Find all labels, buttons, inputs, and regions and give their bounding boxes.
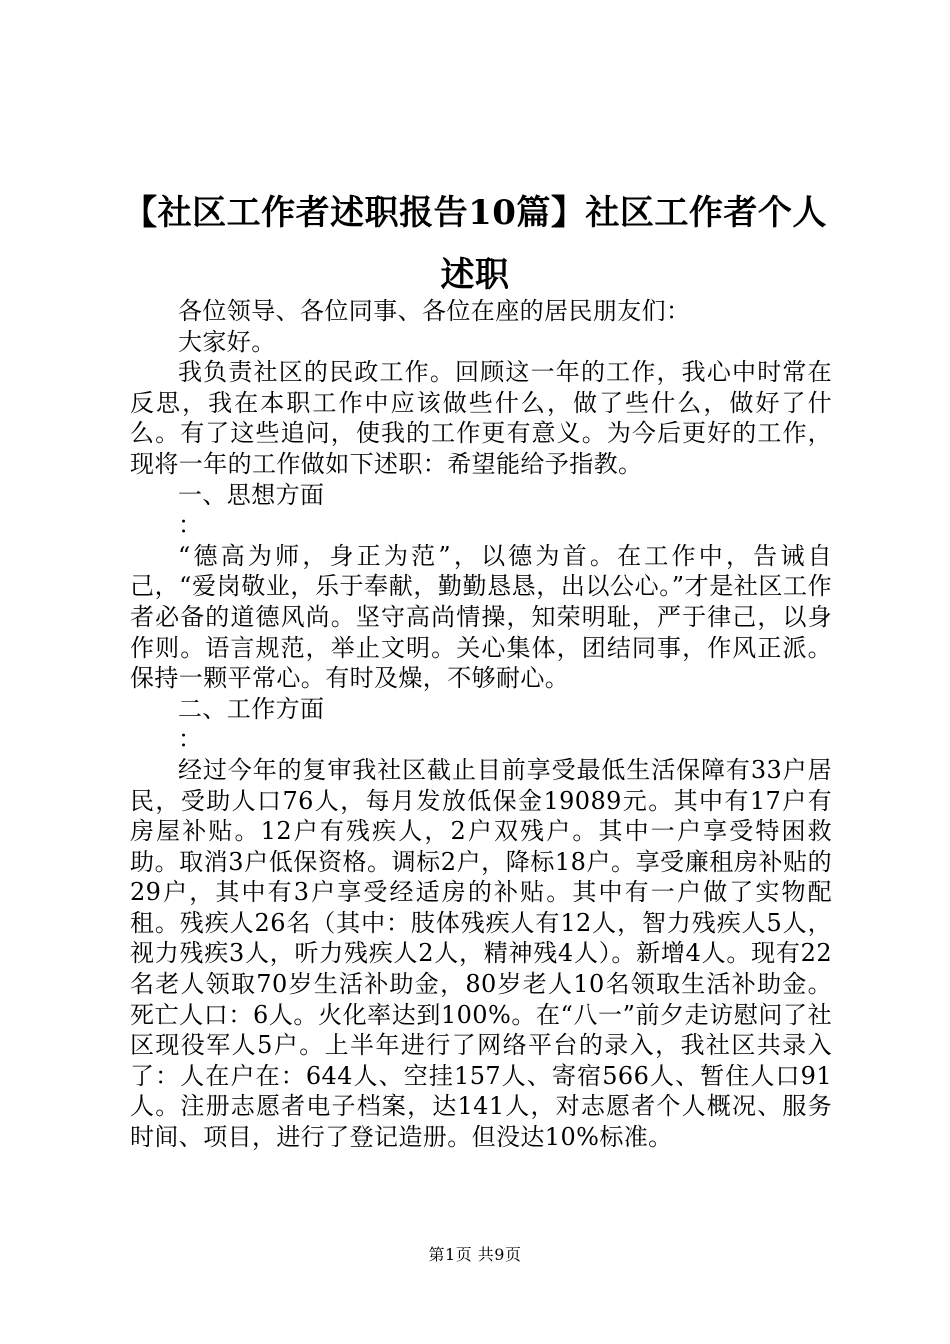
section-colon: ： xyxy=(178,511,202,540)
paragraph-greeting: 各位领导、各位同事、各位在座的居民朋友们： xyxy=(178,297,691,325)
paragraph-thought: “德高为师，身正为范”，以德为首。在工作中，告诫自己，“爱岗敬业，乐于奉献，勤勤恳恳，出以公心。”才是社区工作者必备的道德风尚。坚守高尚情操，知荣明耻，严于律己，以身作则。语言规范，举止文明。关心集体，团结同事，作风正派。保持一颗平常心。有时及燥，不够耐心。 xyxy=(130,541,832,693)
paragraph-hello: 大家好。 xyxy=(178,327,276,356)
paragraph-intro: 我负责社区的民政工作。回顾这一年的工作，我心中时常在反思，我在本职工作中应该做些什么，做了些什么，做好了什么。有了这些追问，使我的工作更有意义。为今后更好的工作，现将一年的工作做如下述职：希望能给予指教。 xyxy=(130,358,832,478)
section-heading-work: 二、工作方面 xyxy=(178,694,325,723)
paragraph-work: 经过今年的复审我社区截止目前享受最低生活保障有33户居民，受助人口76人，每月发放低保金19089元。其中有17户有房屋补贴。12户有残疾人，2户双残户。其中一户享受特困救助。取消3户低保资格。调标2户，降标18户。享受廉租房补贴的29户，其中有3户享受经适房的补贴。其中有一户做了实物配租。残疾人26名（其中：肢体残疾人有12人，智力残疾人5人，视力残疾3人，听力残疾人2人，精神残4人）。新增4人。现有22名老人领取70岁生活补助金，80岁老人10名领取生活补助金。死亡人口：6人。火化率达到100%。在“八一”前夕走访慰问了社区现役军人5户。上半年进行了网络平台的录入，我社区共录入了：人在户在：644人、空挂157人、寄宿566人、暂住人口91人。注册志愿者电子档案，达141人，对志愿者个人概况、服务时间、项目，进行了登记造册。但没达10%标准。 xyxy=(130,755,832,1152)
page-number: 第1页 共9页 xyxy=(428,1245,522,1264)
document-body xyxy=(130,296,832,1153)
document-title: 【社区工作者述职报告10篇】社区工作者个人述职 xyxy=(123,193,827,295)
section-colon: ： xyxy=(178,725,202,754)
section-heading-thought: 一、思想方面 xyxy=(178,480,325,509)
